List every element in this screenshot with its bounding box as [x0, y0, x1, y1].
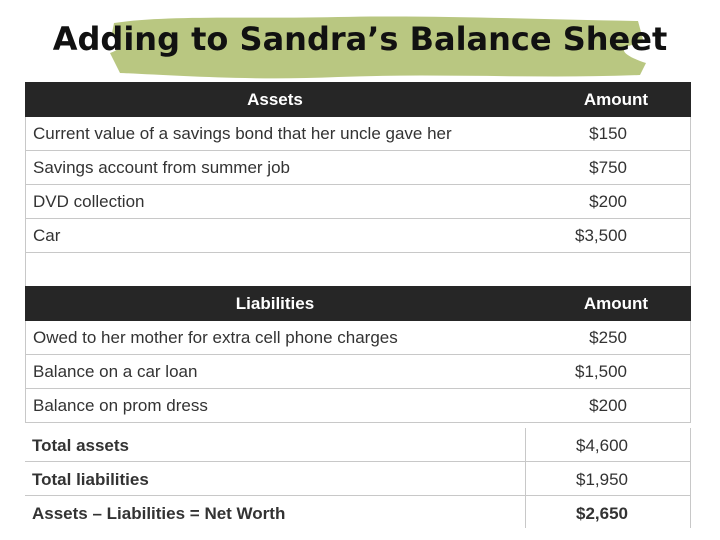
table-row	[25, 185, 691, 219]
table-row	[25, 219, 691, 253]
table-row	[25, 355, 691, 389]
row-label: Owed to her mother for extra cell phone charges	[33, 328, 398, 347]
table-row	[25, 389, 691, 423]
row-label: Current value of a savings bond that her uncle gave her	[33, 124, 452, 143]
row-amount: $3,500	[575, 226, 627, 245]
liabilities-header-label: Liabilities	[235, 294, 315, 313]
row-label: Balance on prom dress	[33, 396, 208, 415]
table-row	[25, 428, 691, 462]
assets-table	[25, 82, 691, 286]
table-row	[25, 496, 691, 529]
net-worth-label: Assets – Liabilities = Net Worth	[32, 504, 286, 523]
row-amount: $750	[589, 158, 627, 177]
row-amount: $200	[589, 396, 627, 415]
row-amount: $150	[589, 124, 627, 143]
total-amount: $1,950	[576, 470, 628, 489]
table-row	[25, 151, 691, 185]
liabilities-table	[25, 286, 691, 423]
row-label: DVD collection	[33, 192, 145, 211]
table-row	[25, 321, 691, 355]
net-worth-amount: $2,650	[576, 504, 628, 523]
assets-header	[25, 82, 691, 117]
table-spacer	[25, 253, 691, 286]
row-label: Car	[33, 226, 61, 245]
total-label: Total assets	[32, 436, 130, 455]
total-label: Total liabilities	[32, 470, 149, 489]
assets-header-amount: Amount	[583, 90, 649, 109]
assets-header-label: Assets	[247, 90, 303, 109]
row-amount: $250	[589, 328, 627, 347]
table-row	[25, 117, 691, 151]
row-label: Savings account from summer job	[33, 158, 290, 177]
row-amount: $200	[589, 192, 627, 211]
total-amount: $4,600	[576, 436, 628, 455]
row-amount: $1,500	[575, 362, 627, 381]
liabilities-header-amount: Amount	[583, 294, 649, 313]
row-label: Balance on a car loan	[33, 362, 198, 381]
page-title: Adding to Sandra’s Balance Sheet	[52, 20, 668, 58]
table-row	[25, 462, 691, 496]
liabilities-header	[25, 286, 691, 321]
totals-table	[25, 428, 691, 529]
